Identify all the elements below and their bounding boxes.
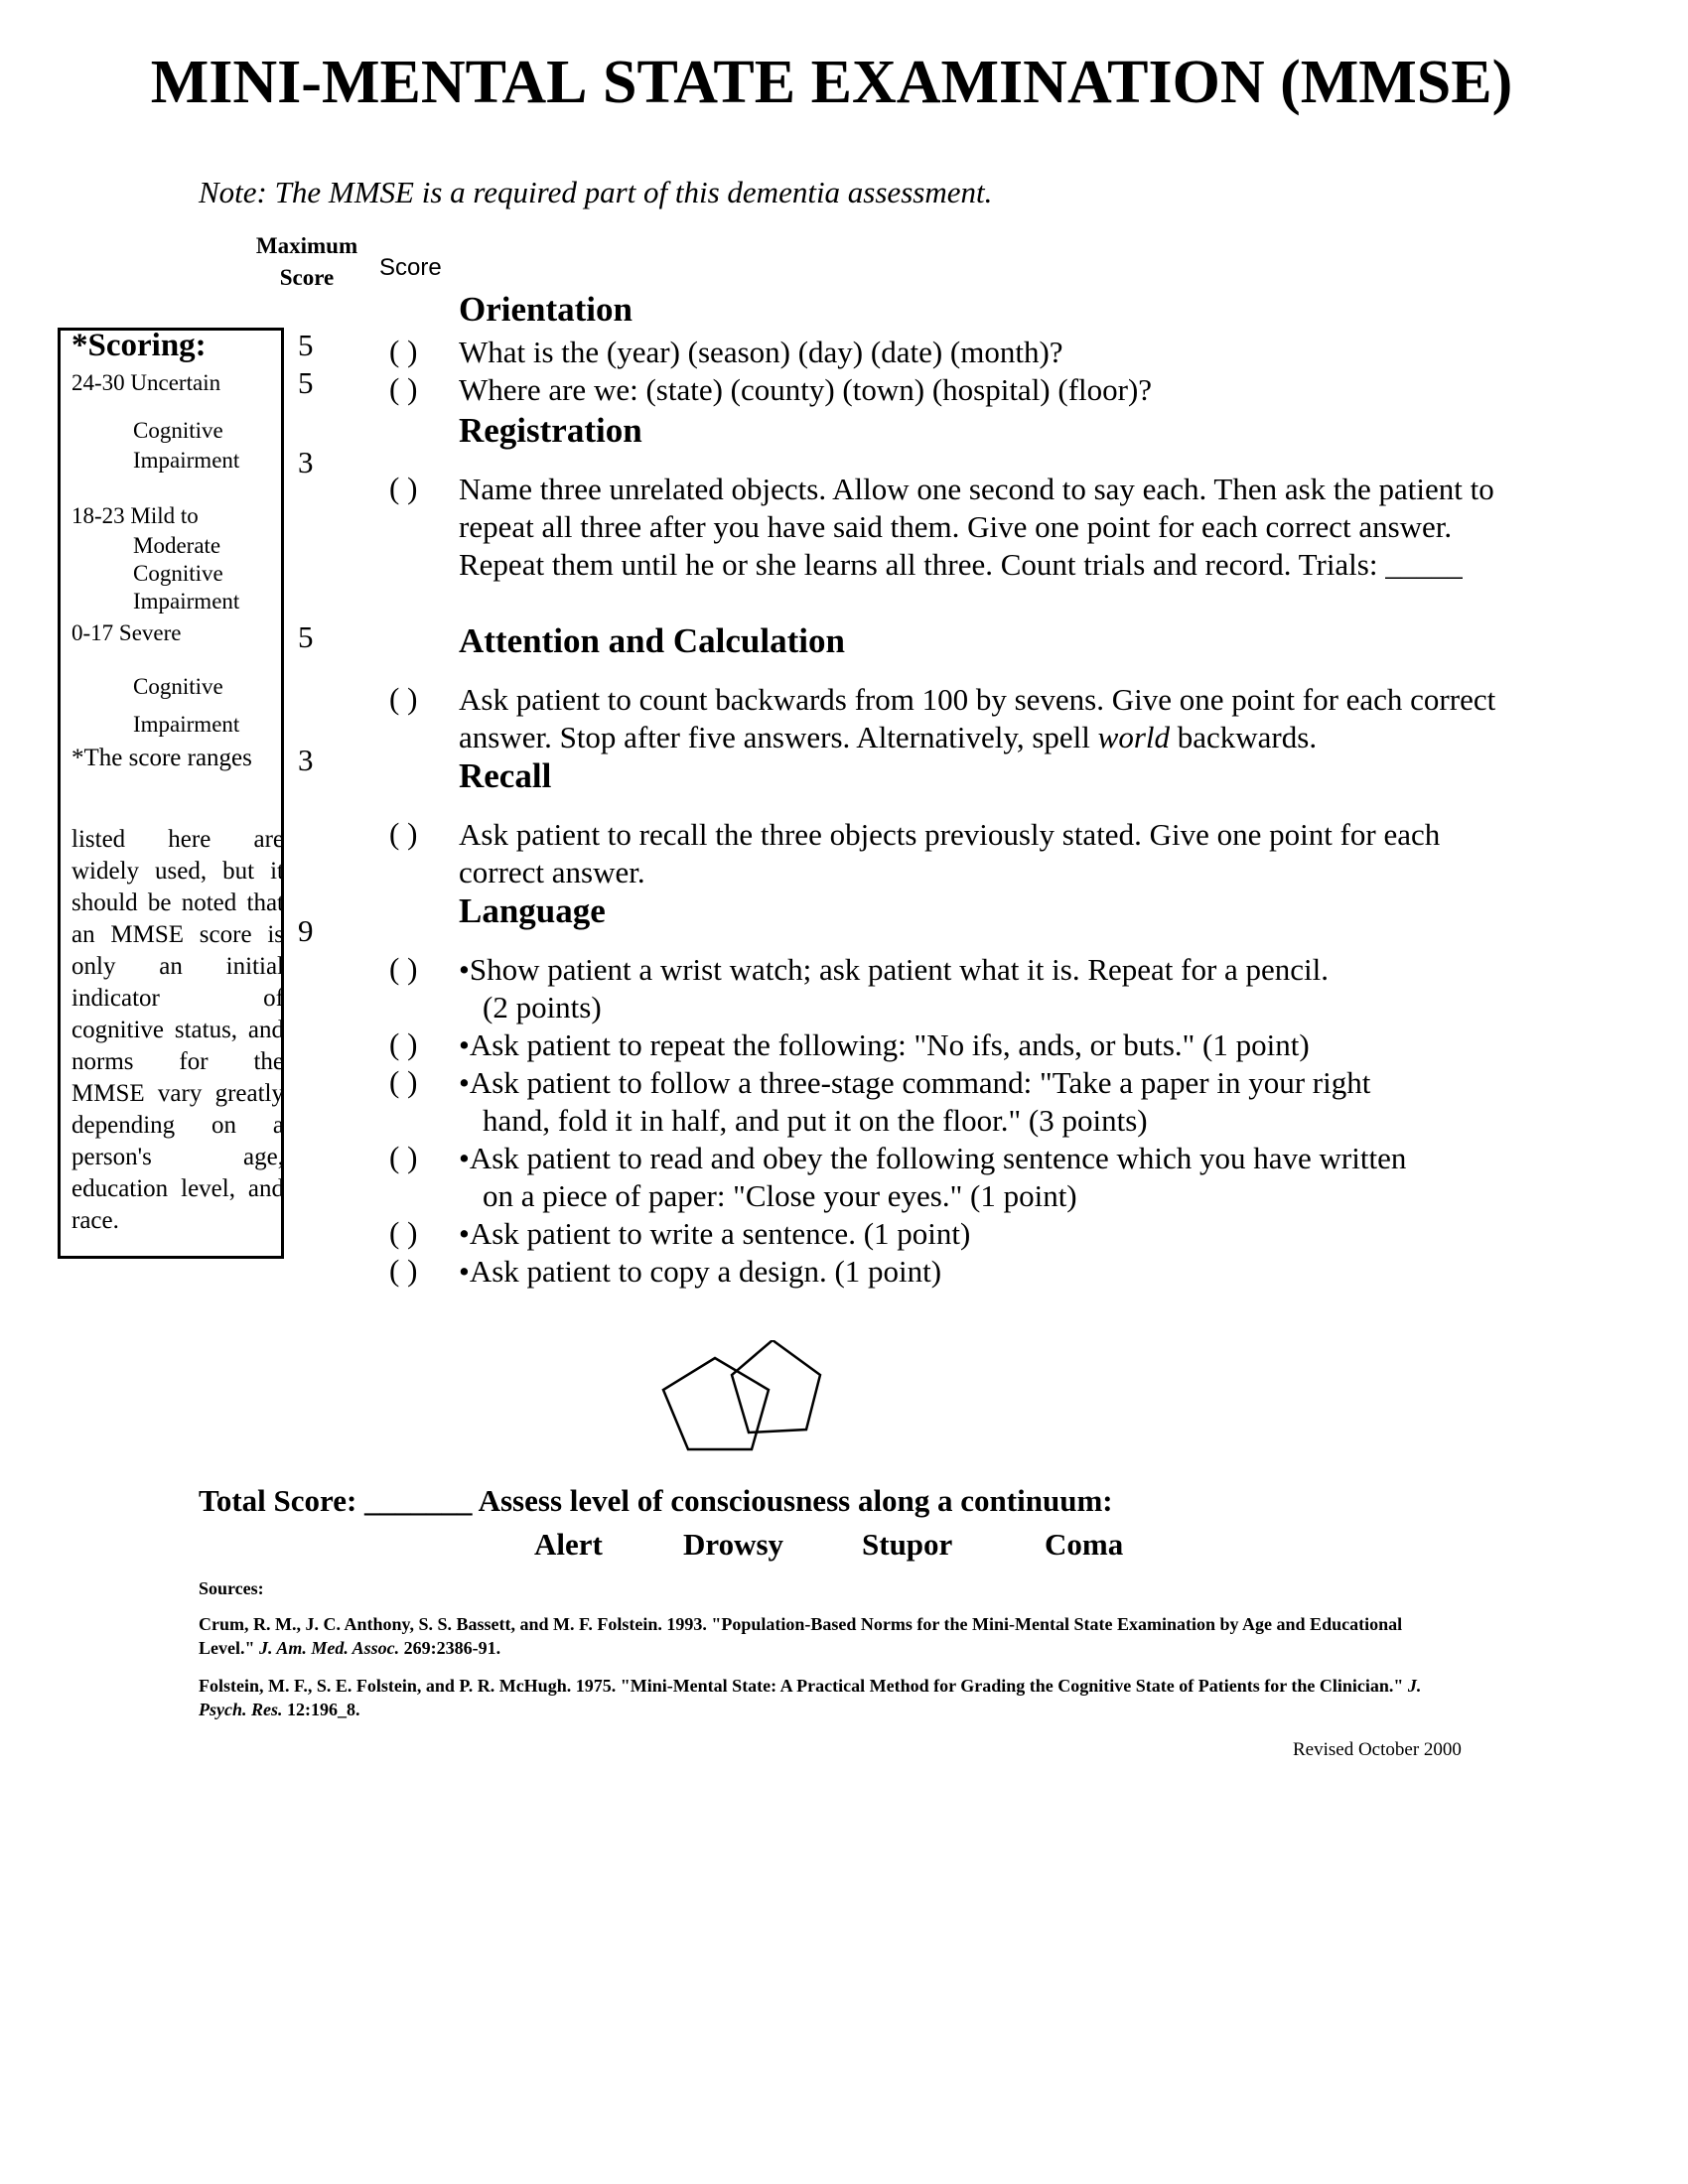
consciousness-prompt: Assess level of consciousness along a continuum:	[478, 1483, 1113, 1518]
pentagon-left	[663, 1358, 769, 1449]
level-stupor[interactable]: Stupor	[862, 1527, 953, 1562]
max-score-recall: 3	[298, 743, 314, 777]
scoring-range-3-label: Cognitive	[133, 674, 223, 699]
total-score-label[interactable]: Total Score: _______	[199, 1483, 473, 1518]
total-score-line	[199, 1483, 1113, 1519]
revision-date: Revised October 2000	[1293, 1739, 1462, 1760]
language-item-copying: •Ask patient to copy a design. (1 point)	[459, 1254, 942, 1289]
score-blank[interactable]: ( )	[389, 681, 418, 716]
reference-folstein: Folstein, M. F., S. E. Folstein, and P. R. McHugh. 1975. "Mini-Mental State: A Practical Method for Grading the Cognitive State of Patients for the Clinician." J. Psych. Res. 12:196_8.	[199, 1676, 1422, 1719]
score-blank[interactable]: ( )	[389, 951, 418, 986]
max-score-language: 9	[298, 913, 314, 948]
question-registration: Name three unrelated objects. Allow one second to say each. Then ask the patient to repeat all three after you have said them. Give one point for each correct answer. Repeat them until he or she learns all three. Count trials and record. Trials: _____	[459, 472, 1494, 582]
language-item-command: •Ask patient to follow a three-stage command: "Take a paper in your right hand, fold it in half, and put it on the floor." (3 points)	[459, 1065, 1371, 1138]
max-score-orientation-2: 5	[298, 365, 314, 400]
section-attention: Attention and Calculation	[459, 621, 845, 660]
scoring-range-1: 24-30 Uncertain	[71, 370, 221, 395]
score-header: Score	[379, 254, 442, 281]
maximum-score-header: Maximum Score	[255, 233, 358, 290]
question-orientation-time: What is the (year) (season) (day) (date) (month)?	[459, 335, 1063, 369]
score-blank[interactable]: ( )	[389, 1026, 418, 1061]
score-blank[interactable]: ( )	[389, 1253, 418, 1288]
score-blank[interactable]: ( )	[389, 471, 418, 505]
language-item-naming: •Show patient a wrist watch; ask patient what it is. Repeat for a pencil. (2 points)	[459, 952, 1330, 1024]
consciousness-levels	[534, 1527, 1123, 1563]
scoring-range-2-label2: Cognitive	[133, 561, 223, 586]
max-score-registration: 3	[298, 445, 314, 479]
scoring-range-1-label2: Impairment	[133, 448, 240, 473]
page-title: MINI-MENTAL STATE EXAMINATION (MMSE)	[150, 49, 1513, 116]
reference-crum: Crum, R. M., J. C. Anthony, S. S. Bassett, and M. F. Folstein. 1993. "Population-Based Norms for the Mini-Mental State Examination by Age and Educational Level." J. Am. Med. Assoc. 269:2386-91.	[199, 1614, 1403, 1658]
score-blank[interactable]: ( )	[389, 1064, 418, 1099]
max-score-attention: 5	[298, 619, 314, 654]
section-language: Language	[459, 891, 606, 930]
assessment-note: Note: The MMSE is a required part of this dementia assessment.	[199, 175, 993, 209]
question-recall: Ask patient to recall the three objects previously stated. Give one point for each correct answer.	[459, 817, 1441, 889]
language-item-repetition: •Ask patient to repeat the following: "No ifs, ands, or buts." (1 point)	[459, 1027, 1310, 1062]
scoring-title: *Scoring:	[71, 328, 207, 363]
score-blank[interactable]: ( )	[389, 816, 418, 851]
scoring-range-3: 0-17 Severe	[71, 620, 182, 645]
intersecting-pentagons-figure	[655, 1340, 874, 1489]
scoring-range-3-label2: Impairment	[133, 712, 240, 737]
score-blank[interactable]: ( )	[389, 334, 418, 368]
scoring-footnote: listed here are widely used, but it should be noted that an MMSE score is only an initial indicator of cognitive status, and norms for the MMSE vary greatly depending on a person's age, education level, and race.	[71, 826, 284, 1234]
section-recall: Recall	[459, 756, 552, 795]
section-orientation: Orientation	[459, 290, 633, 329]
language-item-reading: •Ask patient to read and obey the following sentence which you have written on a piece of paper: "Close your eyes." (1 point)	[459, 1141, 1407, 1213]
language-item-writing: •Ask patient to write a sentence. (1 point)	[459, 1216, 971, 1251]
pentagon-right	[732, 1340, 820, 1433]
scoring-range-2-label: Moderate	[133, 533, 221, 558]
scoring-footnote-start: *The score ranges	[71, 745, 252, 771]
score-blank[interactable]: ( )	[389, 1215, 418, 1250]
scoring-range-2: 18-23 Mild to	[71, 503, 199, 528]
max-score-orientation-1: 5	[298, 328, 314, 362]
question-attention: Ask patient to count backwards from 100 by sevens. Give one point for each correct answer. Stop after five answers. Alternatively, spell world backwards.	[459, 682, 1496, 754]
sources-label: Sources:	[199, 1578, 264, 1598]
score-blank[interactable]: ( )	[389, 1140, 418, 1174]
question-orientation-place: Where are we: (state) (county) (town) (hospital) (floor)?	[459, 372, 1153, 407]
scoring-range-1-label: Cognitive	[133, 418, 223, 443]
level-drowsy[interactable]: Drowsy	[683, 1527, 784, 1562]
level-alert[interactable]: Alert	[534, 1527, 603, 1562]
section-registration: Registration	[459, 411, 642, 450]
level-coma[interactable]: Coma	[1045, 1527, 1124, 1562]
score-blank[interactable]: ( )	[389, 371, 418, 406]
scoring-range-2-label3: Impairment	[133, 589, 240, 614]
